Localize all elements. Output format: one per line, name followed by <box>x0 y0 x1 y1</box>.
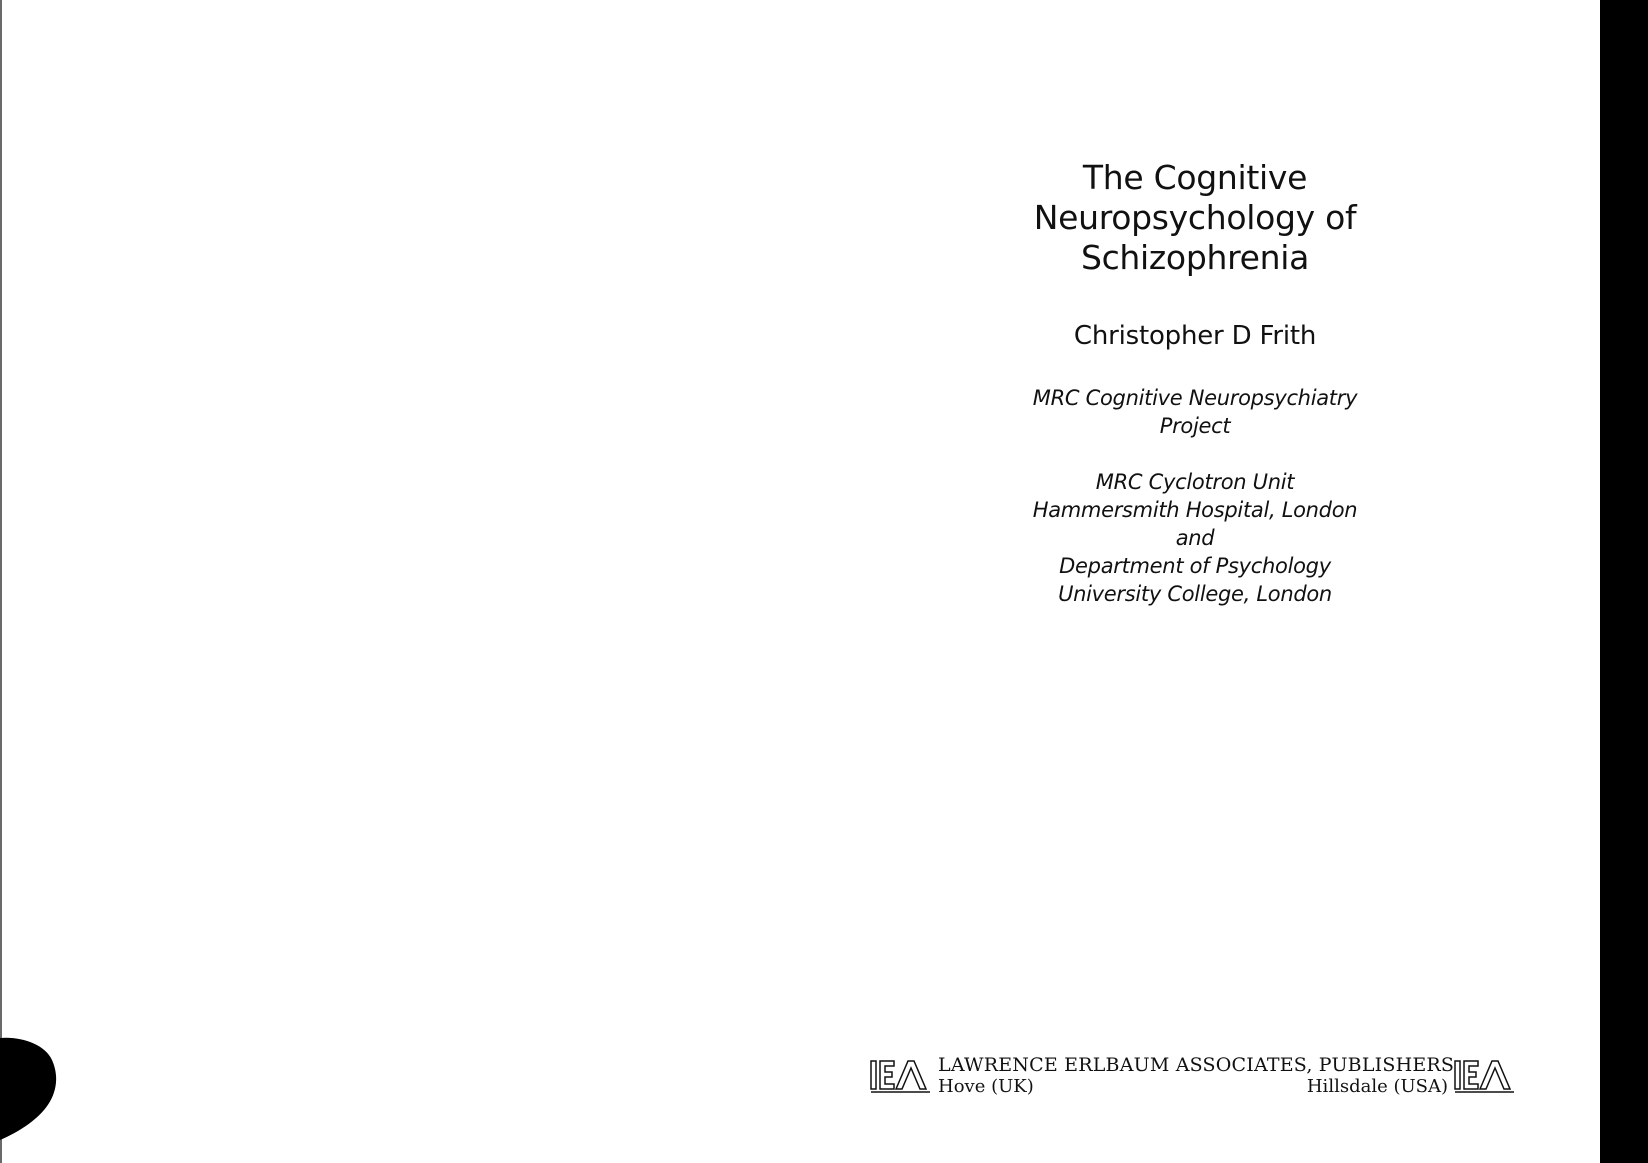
affiliation-line: Department of Psychology <box>1059 554 1331 578</box>
publisher-imprint <box>870 1052 1516 1100</box>
book-title <box>990 158 1400 278</box>
scan-edge-right <box>1600 0 1648 1163</box>
affiliation-line: MRC Cyclotron Unit <box>1095 470 1295 494</box>
scan-edge-left <box>0 0 2 1163</box>
affiliation-1 <box>990 384 1400 440</box>
publisher-city-usa: Hillsdale (USA) <box>1306 1076 1448 1097</box>
affiliation-2 <box>990 468 1400 608</box>
publisher-city-uk: Hove (UK) <box>938 1076 1034 1097</box>
book-title-line: Neuropsychology of <box>1033 198 1357 237</box>
title-block <box>990 158 1400 608</box>
lea-logo <box>1454 1058 1516 1094</box>
affiliation-line: Hammersmith Hospital, London <box>1032 498 1358 522</box>
affiliation-line: MRC Cognitive Neuropsychiatry <box>1032 386 1358 410</box>
affiliation-line: University College, London <box>1058 582 1332 606</box>
affiliation-line: Project <box>1159 414 1231 438</box>
author-name: Christopher D Frith <box>1073 321 1317 351</box>
affiliation-line: and <box>1175 526 1215 550</box>
lea-logo <box>870 1058 932 1094</box>
book-title-line: The Cognitive <box>1082 158 1308 197</box>
book-title-line: Schizophrenia <box>1080 238 1310 277</box>
publisher-name: LAWRENCE ERLBAUM ASSOCIATES, PUBLISHERS <box>938 1054 1455 1076</box>
scan-blot <box>0 1030 60 1140</box>
